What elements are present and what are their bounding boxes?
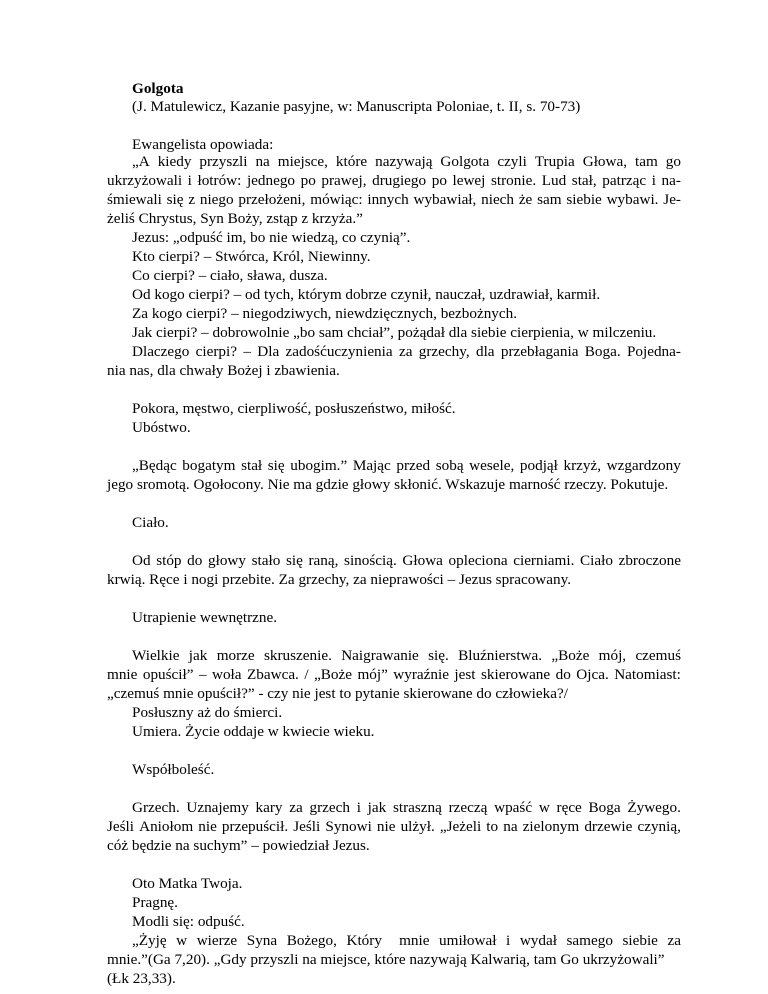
gospel-quote-line-1 — [132, 153, 681, 170]
word: grzechy, — [418, 343, 470, 360]
word: stało — [251, 552, 281, 569]
word: wydał — [519, 932, 557, 949]
word: wesele, — [469, 457, 515, 474]
word: przebłagania — [500, 343, 579, 360]
word: Uznajemy — [186, 799, 249, 816]
word: krzyż, — [563, 457, 602, 474]
word: cierniami. — [513, 552, 575, 569]
word: skierowane — [480, 666, 551, 683]
word: ukrzyżowali — [107, 172, 183, 189]
word: się — [267, 457, 285, 474]
word: – — [198, 666, 207, 683]
word: przepuścił. — [221, 818, 289, 835]
word: Głowa — [402, 552, 443, 569]
body-line-2: krwią. Ręce i nogi przebite. Za grzechy, za nieprawości – Jezus spracowany. — [107, 571, 572, 588]
word: – — [243, 343, 251, 360]
word: Natomiast: — [614, 666, 681, 683]
word: Ciało — [580, 552, 613, 569]
word: raną, — [308, 552, 339, 569]
word: samego — [566, 932, 613, 949]
source-citation: (J. Matulewicz, Kazanie pasyjne, w: Manuscripta Poloniae, t. II, s. 70-73) — [132, 98, 581, 115]
word: stronie. — [490, 172, 537, 189]
word: Syna — [246, 932, 278, 949]
word: które — [335, 153, 368, 170]
gospel-quote-line-4: żeliś Chrystus, Syn Boży, zstąp z krzyża.” — [107, 210, 363, 227]
word: Od — [132, 552, 151, 569]
word: po — [300, 172, 316, 189]
word: się — [166, 191, 184, 208]
word: go — [665, 153, 681, 170]
word: prawej, — [321, 172, 367, 189]
word: na- — [661, 172, 681, 189]
word: tam — [635, 153, 658, 170]
word: Zbawca. — [247, 666, 299, 683]
word: czemuś — [635, 647, 681, 664]
heading-poverty: Ubóstwo. — [132, 419, 191, 436]
word: za — [398, 343, 413, 360]
word: miejsce, — [277, 153, 328, 170]
inner-line-2 — [107, 666, 681, 683]
poverty-line-2: jego sromotą. Ogołocony. Nie ma gdzie głowy skłonić. Wskazuje marność rzeczy. Pokutuje. — [107, 476, 669, 493]
question-why-line-2: nia nas, dla chwały Bożej i zbawienia. — [107, 362, 340, 379]
word: straszną — [392, 799, 442, 816]
word: i — [651, 172, 656, 189]
word: Jeśli — [107, 818, 135, 835]
word: / — [304, 666, 309, 683]
inner-line-1 — [132, 647, 681, 664]
word: w — [176, 932, 188, 949]
word: cierpi? — [195, 343, 237, 360]
word: podjął — [519, 457, 558, 474]
word: Jeśli — [293, 818, 321, 835]
word: przełożeni, — [238, 191, 306, 208]
word: Aniołom — [139, 818, 194, 835]
ending-line-4 — [132, 932, 681, 949]
paragraph-intro: Ewangelista opowiada: — [132, 136, 274, 153]
word: niego — [199, 191, 234, 208]
word: jak — [367, 799, 387, 816]
compassion-line-2 — [107, 818, 681, 835]
word: Grzech. — [132, 799, 180, 816]
word: za — [289, 799, 303, 816]
word: nie — [198, 818, 217, 835]
word: ręce — [556, 799, 582, 816]
word: przyszli — [199, 153, 248, 170]
word: to — [486, 818, 499, 835]
word: woła — [212, 666, 242, 683]
question-why-line-1 — [132, 343, 681, 360]
word: morze — [216, 647, 255, 664]
word: łotrów: — [197, 172, 242, 189]
question-how: Jak cierpi? – dobrowolnie „bo sam chciał”, pożądał dla siebie cierpienia, w milczeniu. — [132, 324, 657, 341]
word: skruszenie. — [263, 647, 332, 664]
word: się. — [428, 647, 449, 664]
word: siebie — [566, 191, 602, 208]
word: wyraźnie — [393, 666, 449, 683]
word: zbroczone — [618, 552, 681, 569]
word: stał, — [571, 172, 597, 189]
word: na — [503, 818, 518, 835]
question-what: Co cierpi? – ciało, sława, dusza. — [132, 267, 328, 284]
virtues-list: Pokora, męstwo, cierpliwość, posłuszeństwo, miłość. — [132, 400, 456, 417]
word: Trupia — [534, 153, 575, 170]
word: mówiąc: — [310, 191, 363, 208]
word: sobą — [435, 457, 464, 474]
word: przed — [396, 457, 431, 474]
word: „Boże — [551, 647, 590, 664]
word: i — [187, 172, 192, 189]
word: śmiewali — [107, 191, 162, 208]
question-who: Kto cierpi? – Stwórca, Król, Niewinny. — [132, 248, 371, 265]
heading-body: Ciało. — [132, 514, 169, 531]
word: niech — [481, 191, 515, 208]
gospel-quote-line-2 — [107, 172, 681, 189]
word: się — [285, 552, 303, 569]
word: opuścił” — [142, 666, 194, 683]
jesus-words: Jezus: „odpuść im, bo nie wiedzą, co czynią”. — [132, 229, 411, 246]
word: „Będąc — [132, 457, 177, 474]
word: siebie — [622, 932, 658, 949]
word: zadośćuczynienia — [285, 343, 393, 360]
word: patrząc — [602, 172, 647, 189]
word: rzeczą — [448, 799, 488, 816]
word: Pojedna- — [626, 343, 681, 360]
word: że — [518, 191, 533, 208]
word: czyli — [497, 153, 527, 170]
word: lewej — [452, 172, 486, 189]
word: wpaść — [494, 799, 533, 816]
word: jak — [188, 647, 208, 664]
word: Wielkie — [132, 647, 180, 664]
word: „Żyję — [132, 932, 167, 949]
word: wybawi. — [606, 191, 659, 208]
document-title: Golgota — [132, 80, 184, 97]
word: sam — [537, 191, 562, 208]
word: do — [555, 666, 571, 683]
heading-compassion: Współboleść. — [132, 761, 215, 778]
word: czynią, — [637, 818, 681, 835]
word: dla — [475, 343, 495, 360]
word: drugiego — [372, 172, 427, 189]
word: mnie — [391, 932, 430, 949]
word: Żywego. — [627, 799, 681, 816]
heading-inner-suffering: Utrapienie wewnętrzne. — [132, 609, 278, 626]
word: Ojca. — [576, 666, 609, 683]
word: Głowa, — [582, 153, 628, 170]
ending-line-3: Modli się: odpuść. — [132, 913, 245, 930]
word: wzgardzony — [606, 457, 681, 474]
word: „A — [132, 153, 150, 170]
word: opleciona — [448, 552, 508, 569]
word: Dla — [257, 343, 280, 360]
word: do — [187, 552, 203, 569]
word: Który — [346, 932, 382, 949]
word: wierze — [196, 932, 238, 949]
word: sinością. — [344, 552, 397, 569]
word: Naigrawanie — [341, 647, 419, 664]
word: na — [255, 153, 270, 170]
word: Boga — [588, 799, 621, 816]
word: Lud — [541, 172, 567, 189]
word: Bluźnierstwa. — [458, 647, 543, 664]
ending-line-2: Pragnę. — [132, 894, 178, 911]
word: mnie — [107, 666, 138, 683]
word: ulżył. — [400, 818, 435, 835]
word: „Boże — [314, 666, 352, 683]
word: Golgota — [440, 153, 490, 170]
word: z — [188, 191, 196, 208]
word: zielonym — [522, 818, 580, 835]
question-from-whom: Od kogo cierpi? – od tych, którym dobrze czynił, nauczał, uzdrawiał, karmił. — [132, 286, 601, 303]
gospel-quote-line-3 — [107, 191, 681, 208]
word: i — [506, 932, 511, 949]
ending-line-1: Oto Matka Twoja. — [132, 875, 243, 892]
word: mój” — [357, 666, 388, 683]
word: ubogim.” — [290, 457, 348, 474]
poverty-line-1 — [132, 457, 681, 474]
word: mój, — [598, 647, 627, 664]
word: Je- — [663, 191, 681, 208]
body-line-1 — [132, 552, 681, 569]
word: głowy — [208, 552, 246, 569]
word: Bożego, — [286, 932, 337, 949]
word: grzech — [309, 799, 350, 816]
word: za — [667, 932, 681, 949]
word: „Jeżeli — [439, 818, 482, 835]
inner-line-5: Umiera. Życie oddaje w kwiecie wieku. — [132, 723, 375, 740]
word: i — [356, 799, 361, 816]
word: wybawiał, — [413, 191, 477, 208]
inner-line-4: Posłuszny aż do śmierci. — [132, 704, 283, 721]
word: nazywają — [375, 153, 433, 170]
inner-line-3: „czemuś mnie opuścił?” - czy nie jest to pytanie skierowane do człowieka?/ — [107, 685, 568, 702]
word: Dlaczego — [132, 343, 190, 360]
word: po — [431, 172, 447, 189]
word: Mając — [352, 457, 391, 474]
word: drzewie — [584, 818, 633, 835]
word: stóp — [156, 552, 182, 569]
ending-line-6: (Łk 23,33). — [107, 970, 176, 987]
word: jest — [454, 666, 476, 683]
word: kary — [255, 799, 283, 816]
question-for-whom: Za kogo cierpi? – niegodziwych, niewdzięcznych, bezbożnych. — [132, 305, 518, 322]
word: innych — [367, 191, 409, 208]
compassion-line-1 — [132, 799, 681, 816]
word: w — [538, 799, 550, 816]
word: kiedy — [157, 153, 192, 170]
word: Synowi — [325, 818, 372, 835]
word: nie — [376, 818, 396, 835]
word: umiłował — [439, 932, 497, 949]
word: stał — [241, 457, 263, 474]
word: Boga. — [584, 343, 621, 360]
ending-line-5: mnie.”(Ga 7,20). „Gdy przyszli na miejsce, które nazywają Kalwarią, tam Go ukrzyżowali” — [107, 951, 665, 968]
compassion-line-3: cóż będzie na suchym” – powiedział Jezus. — [107, 837, 370, 854]
word: jednego — [246, 172, 296, 189]
word: bogatym — [182, 457, 236, 474]
